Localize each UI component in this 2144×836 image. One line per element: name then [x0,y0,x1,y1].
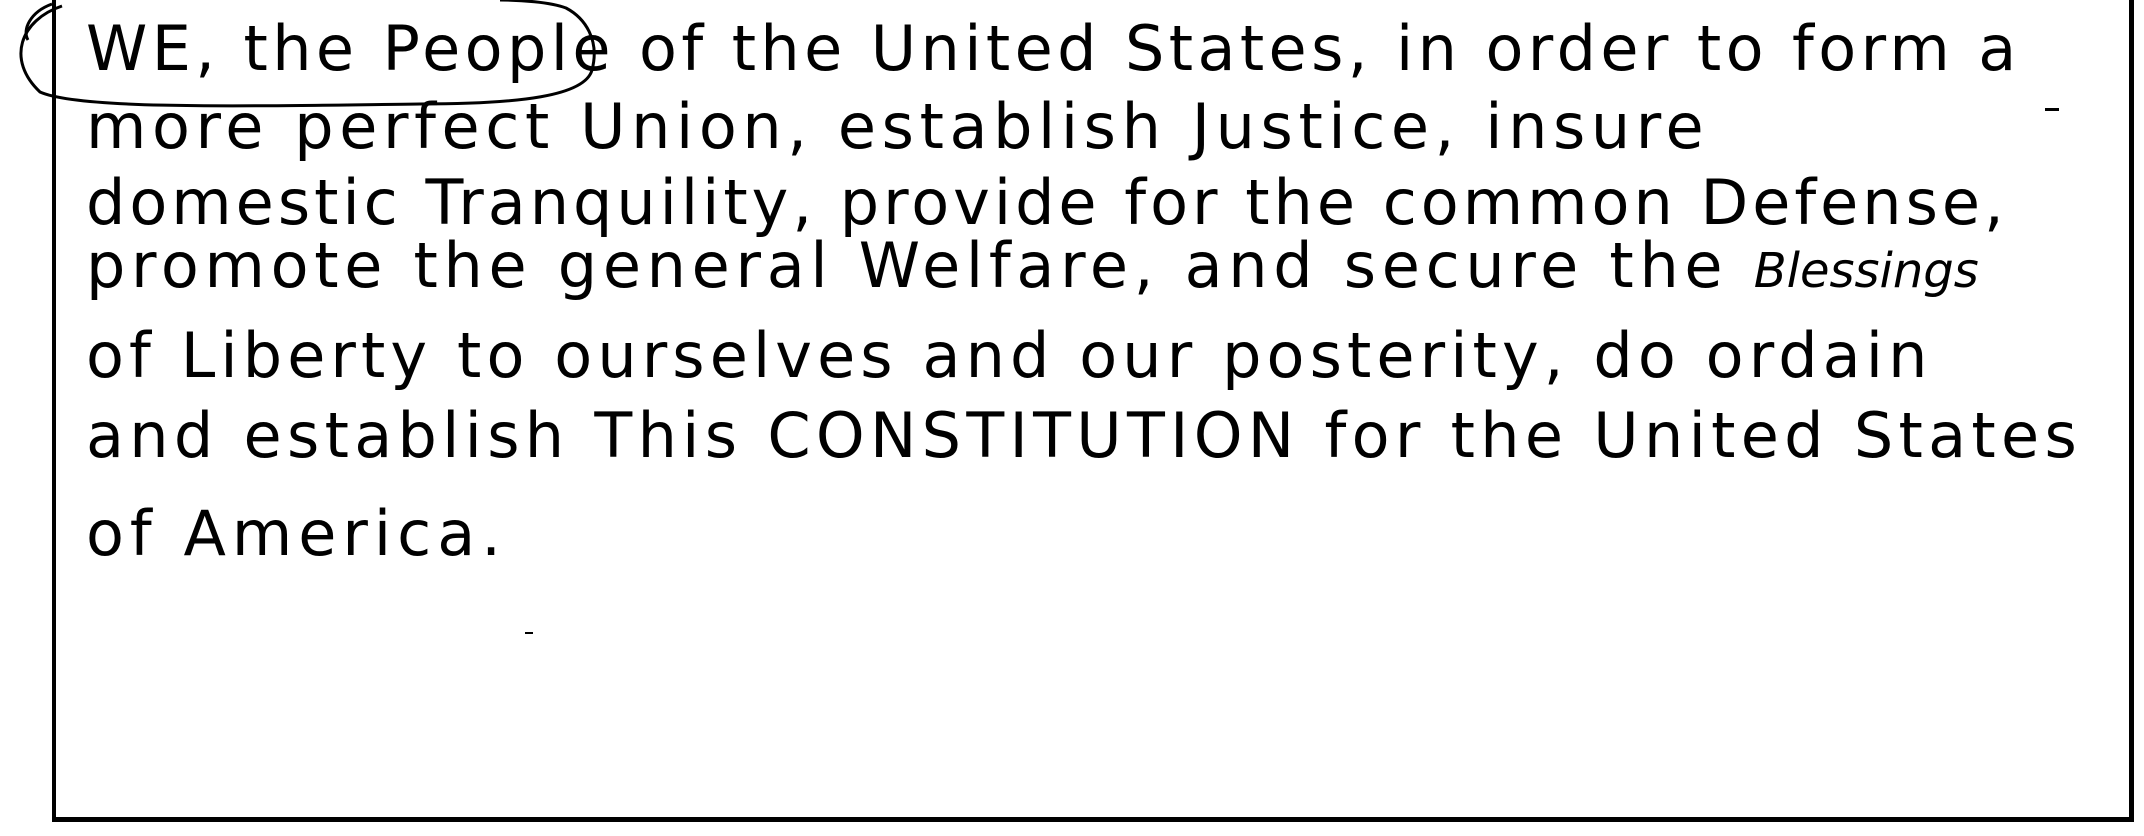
line-1-rest: of the United States, in order to form a [614,12,2021,85]
stray-dot-mark [525,632,533,634]
line-4-main: promote the general Welfare, and secure the [86,229,1754,302]
text-line-3: domestic Tranquility, provide for the common Defense, [86,166,2008,239]
text-line-2: more perfect Union, establish Justice, insure [86,90,1710,163]
blessings-word: Blessings [1753,243,1979,299]
text-line-5: of Liberty to ourselves and our posterity, do ordain [86,319,1933,392]
stray-dash-mark [2045,108,2059,111]
text-line-6: and establish This CONSTITUTION for the United States [86,399,2083,472]
text-line-1 [86,12,2021,85]
text-line-4 [86,229,1979,302]
circled-phrase: WE, the People [86,12,615,85]
text-line-7: of America. [86,497,507,570]
